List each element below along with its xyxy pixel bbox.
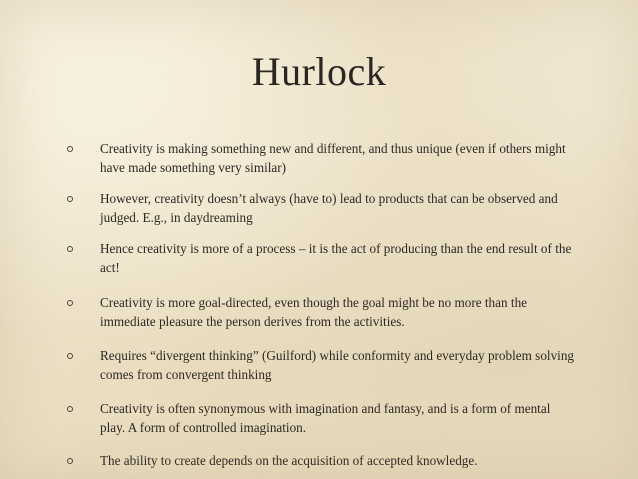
circle-bullet-icon [67, 406, 73, 412]
slide-title: Hurlock [251, 49, 387, 94]
bullet-text: Creativity is often synonymous with imagination and fantasy, and is a form of mental play. A form of controlled imagination. [100, 401, 551, 435]
bullet-text: However, creativity doesn’t always (have to) lead to products that can be observed and judged. E.g., in daydreaming [100, 191, 558, 225]
bullet-text: The ability to create depends on the acquisition of accepted knowledge. [100, 453, 478, 468]
circle-bullet-icon [67, 353, 73, 359]
circle-bullet-icon [67, 458, 73, 464]
circle-bullet-icon [67, 146, 73, 152]
circle-bullet-icon [67, 300, 73, 306]
bullet-text: Requires “divergent thinking” (Guilford) while conformity and everyday problem solving comes from convergent thinking [100, 348, 575, 382]
bullet-text: Creativity is more goal-directed, even though the goal might be no more than the immediate pleasure the person derives from the activities. [100, 295, 528, 329]
bullet-text: Hence creativity is more of a process – it is the act of producing than the end result of the act! [100, 241, 572, 275]
bullet-text: Creativity is making something new and different, and thus unique (even if others might have made something very similar) [100, 141, 566, 175]
circle-bullet-icon [67, 246, 73, 252]
circle-bullet-icon [67, 196, 73, 202]
